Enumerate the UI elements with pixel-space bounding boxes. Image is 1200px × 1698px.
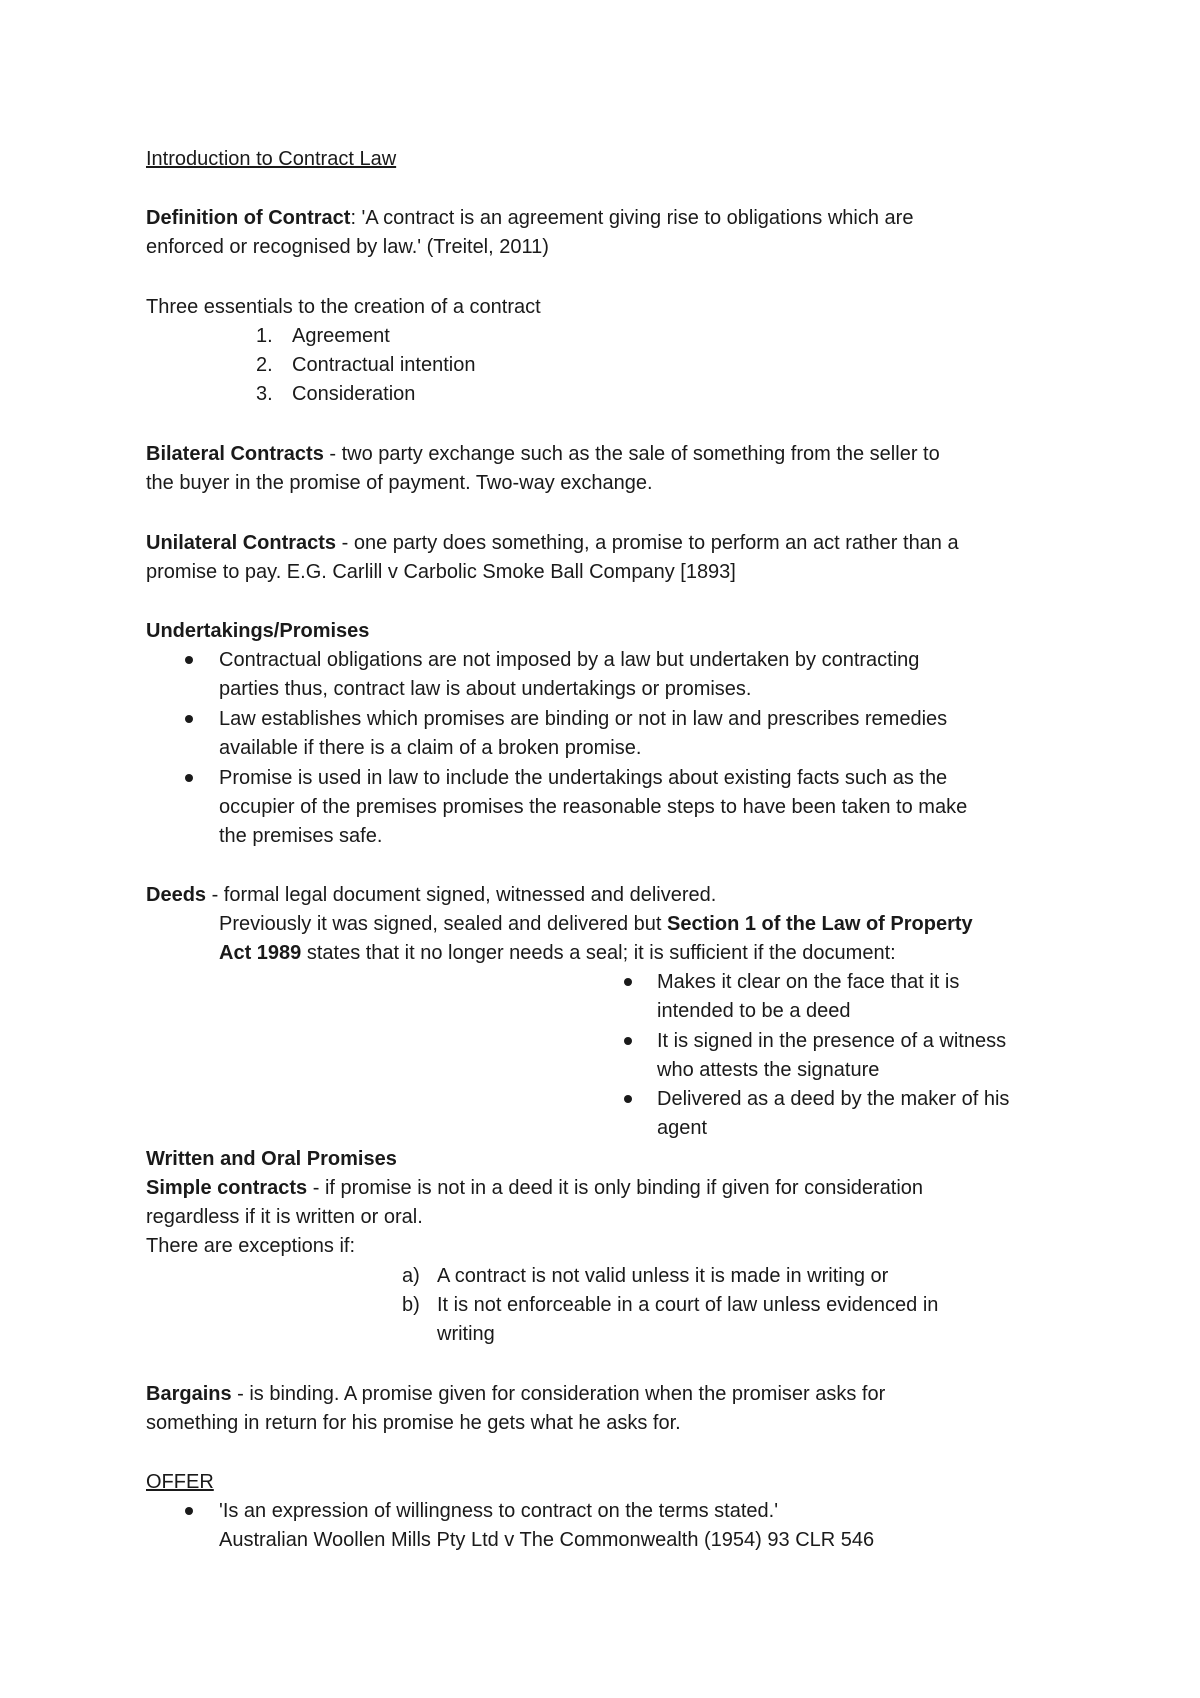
deeds-bullet-3-line-2: agent (657, 1117, 708, 1139)
essentials-num-1: 1. (256, 325, 273, 347)
bullet-icon (624, 1095, 632, 1103)
essentials-heading: Three essentials to the creation of a contract (146, 296, 541, 318)
undertakings-bullet-3-line-2: occupier of the premises promises the reasonable steps to have been taken to make (219, 796, 968, 818)
essentials-item-1: Agreement (292, 325, 390, 347)
exception-b-line-2: writing (437, 1323, 495, 1345)
undertakings-bullet-2-line-1: Law establishes which promises are binding or not in law and prescribes remedies (219, 708, 948, 730)
bullet-icon (624, 978, 632, 986)
exception-label-b: b) (402, 1294, 420, 1316)
simple-line-1 (146, 1174, 923, 1203)
deeds-text-3a: Act 1989 (219, 942, 302, 964)
deeds-line-3 (219, 939, 896, 968)
bullet-icon (185, 656, 193, 664)
unilateral-line-2: promise to pay. E.G. Carlill v Carbolic Smoke Ball Company [1893] (146, 561, 736, 583)
undertakings-bullet-1-line-1: Contractual obligations are not imposed by a law but undertaken by contracting (219, 649, 920, 671)
offer-bullet-line-1: 'Is an expression of willingness to contract on the terms stated.' (219, 1500, 779, 1522)
written-oral-heading: Written and Oral Promises (146, 1148, 397, 1170)
deeds-text-2b: Section 1 of the Law of Property (667, 913, 973, 935)
undertakings-bullet-2-line-2: available if there is a claim of a broken promise. (219, 737, 642, 759)
deeds-line-2 (219, 910, 973, 939)
undertakings-heading: Undertakings/Promises (146, 620, 370, 642)
simple-term: Simple contracts (146, 1177, 308, 1199)
undertakings-bullet-1-line-2: parties thus, contract law is about undertakings or promises. (219, 678, 752, 700)
definition-term: Definition of Contract (146, 207, 351, 229)
exception-label-a: a) (402, 1265, 420, 1287)
exception-b-line-1: It is not enforceable in a court of law unless evidenced in (437, 1294, 939, 1316)
deeds-bullet-1-line-2: intended to be a deed (657, 1000, 851, 1022)
deeds-bullet-2-line-1: It is signed in the presence of a witness (657, 1030, 1007, 1052)
simple-text-1: - if promise is not in a deed it is only binding if given for consideration (307, 1177, 924, 1199)
essentials-item-2: Contractual intention (292, 354, 476, 376)
bullet-icon (624, 1037, 632, 1045)
deeds-bullet-3-line-1: Delivered as a deed by the maker of his (657, 1088, 1010, 1110)
deeds-line-1 (146, 881, 716, 910)
unilateral-line-1 (146, 529, 959, 558)
deeds-bullet-2-line-2: who attests the signature (657, 1059, 880, 1081)
definition-text-1: : 'A contract is an agreement giving rise to obligations which are (350, 207, 914, 229)
offer-bullet-line-2: Australian Woollen Mills Pty Ltd v The Commonwealth (1954) 93 CLR 546 (219, 1529, 875, 1551)
essentials-num-3: 3. (256, 383, 273, 405)
offer-heading: OFFER (146, 1471, 214, 1493)
bargains-text-1: - is binding. A promise given for consideration when the promiser asks for (231, 1383, 886, 1405)
bullet-icon (185, 774, 193, 782)
unilateral-text-1: - one party does something, a promise to perform an act rather than a (336, 532, 959, 554)
bargains-term: Bargains (146, 1383, 232, 1405)
exceptions-intro: There are exceptions if: (146, 1235, 355, 1257)
undertakings-bullet-3-line-3: the premises safe. (219, 825, 383, 847)
bilateral-term: Bilateral Contracts (146, 443, 324, 465)
bullet-icon (185, 1507, 193, 1515)
deeds-bullet-1-line-1: Makes it clear on the face that it is (657, 971, 960, 993)
undertakings-bullet-3-line-1: Promise is used in law to include the undertakings about existing facts such as the (219, 767, 948, 789)
deeds-text-1: - formal legal document signed, witnessed and delivered. (206, 884, 717, 906)
essentials-num-2: 2. (256, 354, 273, 376)
bullet-icon (185, 715, 193, 723)
simple-line-2: regardless if it is written or oral. (146, 1206, 423, 1228)
bilateral-line-1 (146, 440, 940, 469)
definition-line-1 (146, 204, 913, 233)
essentials-item-3: Consideration (292, 383, 416, 405)
bilateral-line-2: the buyer in the promise of payment. Two-way exchange. (146, 472, 653, 494)
deeds-term: Deeds (146, 884, 207, 906)
bilateral-text-1: - two party exchange such as the sale of something from the seller to (323, 443, 940, 465)
page-title: Introduction to Contract Law (146, 148, 397, 170)
bargains-line-1 (146, 1380, 885, 1409)
bargains-line-2: something in return for his promise he gets what he asks for. (146, 1412, 681, 1434)
exception-a-line-1: A contract is not valid unless it is made in writing or (437, 1265, 889, 1287)
deeds-text-3b: states that it no longer needs a seal; it is sufficient if the document: (301, 942, 896, 964)
unilateral-term: Unilateral Contracts (146, 532, 337, 554)
definition-line-2: enforced or recognised by law.' (Treitel, 2011) (146, 236, 549, 258)
deeds-text-2a: Previously it was signed, sealed and delivered but (219, 913, 668, 935)
